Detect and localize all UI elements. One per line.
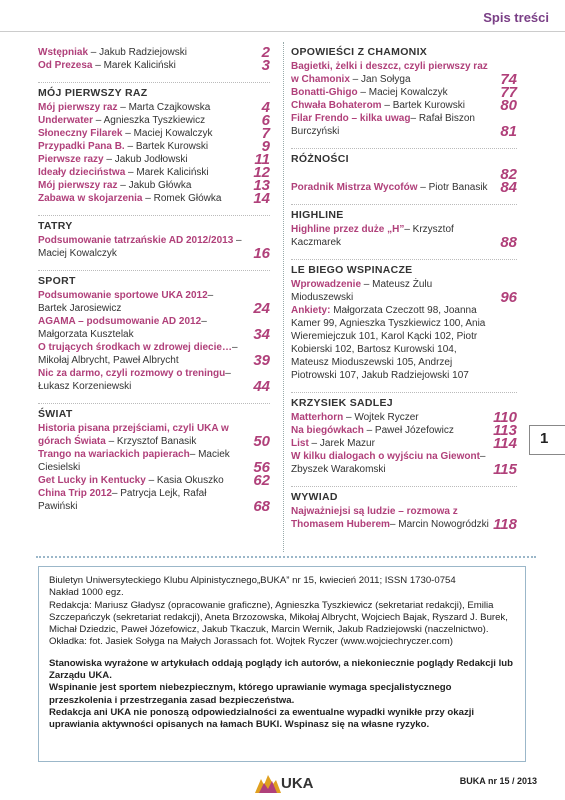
imprint-editors: Redakcja: Mariusz Gładysz (opracowanie graficzne), Agnieszka Tyszkiewicz (sekretariat redakcji), Emilia Szczepańczyk (sekretariat redakcji), Aneta Brzozowska, Mikołaj Albrycht, Wojciech Bajak, Ryszard J. Burek, Michał Dziedzic, Paweł Józefowicz, Jakub Tkaczuk, Marcin Wernik, Jakub Radziejowski (naczelnictwo). xyxy=(49,599,508,636)
entry-author: – Krzysztof Banasik xyxy=(105,436,197,447)
entry-page-number: 81 xyxy=(500,123,517,140)
toc-entry[interactable] xyxy=(38,315,270,341)
entry-author: – Marta Czajkowska xyxy=(117,102,211,113)
entry-title: Wprowadzenie xyxy=(291,279,362,290)
toc-entry[interactable] xyxy=(38,474,270,487)
column-divider xyxy=(283,42,284,552)
entry-page-number: 68 xyxy=(253,498,270,515)
entry-page-number: 16 xyxy=(253,245,270,262)
entry-page-number: 2 xyxy=(261,44,270,61)
entry-author: Małgorzata Czeczott 98, Joanna Kamer 99, Agnieszka Tyszkiewicz 100, Ania Wieremiejczuk 101, Karol Kącki 102, Piotr Kobierski 102, Bartosz Kurowski 104, Mateusz Mioduszewski 105, Andrzej Piotrowski 107, Jakub Radziejowski 107 xyxy=(291,305,486,381)
toc-entry[interactable] xyxy=(291,181,517,194)
section-heading: LE BIEGO WSPINACZE xyxy=(291,259,517,276)
entry-page-number: 77 xyxy=(500,84,517,101)
entry-page-number: 82 xyxy=(500,166,517,183)
entry-author: – Piotr Banasik xyxy=(417,182,488,193)
entry-author: – Romek Główka xyxy=(142,193,222,204)
entry-title: Matterhorn xyxy=(291,412,344,423)
entry-title: Podsumowanie tatrzańskie AD 2012/2013 xyxy=(38,235,234,246)
entry-title: W kilku dialogach o wyjściu na Giewont xyxy=(291,451,480,462)
entry-author: – Małgorzata Kusztelak xyxy=(38,316,207,340)
toc-entry[interactable] xyxy=(38,166,270,179)
toc-section xyxy=(38,270,270,393)
entry-author: – Jan Sołyga xyxy=(349,74,411,85)
toc-entry[interactable] xyxy=(38,179,270,192)
logo-text: UKA xyxy=(281,775,314,792)
section-heading: OPOWIEŚCI Z CHAMONIX xyxy=(291,46,428,58)
entry-page-number: 50 xyxy=(253,433,270,450)
entry-title: Słoneczny Filarek xyxy=(38,128,123,139)
toc-section xyxy=(38,215,270,260)
toc-entry[interactable] xyxy=(38,153,270,166)
entry-page-number: 84 xyxy=(500,179,517,196)
toc-entry[interactable] xyxy=(38,234,270,260)
toc-entry[interactable] xyxy=(291,86,517,99)
entry-page-number: 110 xyxy=(493,409,517,426)
toc-entry[interactable] xyxy=(38,422,270,448)
entry-author: – Maciek Ciesielski xyxy=(38,449,230,473)
entry-author: – Krzysztof Kaczmarek xyxy=(291,224,454,248)
section-heading: KRZYSIEK SADLEJ xyxy=(291,392,517,409)
entry-page-number: 12 xyxy=(253,164,270,181)
entry-author: – Kasia Okuszko xyxy=(145,475,224,486)
uka-logo xyxy=(255,771,314,793)
entry-page-number: 44 xyxy=(253,378,270,395)
entry-author: – Jakub Radziejowski xyxy=(88,47,187,58)
entry-title: Mój pierwszy raz xyxy=(38,102,118,113)
entry-page-number: 118 xyxy=(493,516,517,533)
toc-entry[interactable] xyxy=(291,411,517,424)
entry-title: O trujących środkach w zdrowej diecie… xyxy=(38,342,232,353)
toc-entry[interactable] xyxy=(38,140,270,153)
section-heading: MÓJ PIERWSZY RAZ xyxy=(38,82,270,99)
disclaimer-danger: Wspinanie jest sportem niebezpiecznym, którego uprawianie wymaga specjalistycznego przeszkolenia i przestrzegania zasad bezpieczeństwa. xyxy=(49,682,452,706)
entry-author: – Jakub Jodłowski xyxy=(103,154,188,165)
toc-section xyxy=(291,148,517,194)
entry-author: – Mikołaj Albrycht, Paweł Albrycht xyxy=(38,342,238,366)
imprint-cover: Okładka: fot. Jasiek Sołyga na Małych Jorassach fot. Wojtek Ryczer (www.wojciechryczer.com) xyxy=(49,636,453,648)
entry-title: Najważniejsi są ludzie – rozmowa z Thomasem Huberem xyxy=(291,506,458,530)
entry-page-number: 11 xyxy=(254,151,270,168)
entry-page-number: 24 xyxy=(253,300,270,317)
toc-entry[interactable] xyxy=(38,367,270,393)
entry-page-number: 7 xyxy=(261,125,270,142)
entry-title: Historia pisana przejściami, czyli UKA w górach Świata xyxy=(38,423,229,447)
entry-author: – Maciej Kowalczyk xyxy=(357,87,448,98)
entry-title: Bagietki, żelki i deszcz, czyli pierwszy raz w Chamonix xyxy=(291,61,488,85)
entry-title: Zabawa w skojarzenia xyxy=(38,193,143,204)
entry-title: Highline przez duże „H” xyxy=(291,224,405,235)
entry-author: – Agnieszka Tyszkiewicz xyxy=(93,115,206,126)
toc-entry[interactable] xyxy=(291,167,517,181)
entry-author: – Maciej Kowalczyk xyxy=(122,128,213,139)
toc-entry[interactable] xyxy=(38,448,270,474)
toc-section xyxy=(291,204,517,249)
mountain-logo-icon xyxy=(255,771,281,793)
imprint-box xyxy=(38,566,526,762)
entry-author: – Patrycja Lejk, Rafał Pawiński xyxy=(38,488,207,512)
entry-title: Mój pierwszy raz xyxy=(38,180,118,191)
toc-section xyxy=(38,46,270,72)
entry-page-number: 4 xyxy=(261,99,270,116)
entry-page-number: 80 xyxy=(500,97,517,114)
entry-title: Nic za darmo, czyli rozmowy o treningu xyxy=(38,368,226,379)
toc-entry[interactable] xyxy=(291,99,517,112)
toc-entry[interactable] xyxy=(291,278,517,304)
entry-title: Ankiety: xyxy=(291,305,331,316)
toc-entry[interactable] xyxy=(291,223,517,249)
toc-section xyxy=(38,82,270,205)
section-heading: HIGHLINE xyxy=(291,204,517,221)
entry-author: – Maciej Kowalczyk xyxy=(38,235,242,259)
entry-author: – Paweł Józefowicz xyxy=(363,425,454,436)
entry-title: Filar Frendo – kilka uwag xyxy=(291,113,411,124)
toc-entry[interactable] xyxy=(38,114,270,127)
toc-section xyxy=(291,486,517,531)
entry-title: Przypadki Pana B. xyxy=(38,141,125,152)
entry-page-number: 9 xyxy=(261,138,270,155)
section-heading: SPORT xyxy=(38,270,270,287)
page-footer xyxy=(0,768,565,800)
toc-section xyxy=(291,259,517,382)
page-number-tab xyxy=(529,425,565,455)
toc-entry[interactable] xyxy=(38,487,270,513)
entry-page-number: 34 xyxy=(253,326,270,343)
disclaimer-liability: Redakcja ani UKA nie ponoszą odpowiedzialności za ewentualne wypadki wynikłe przy okazji uprawiania aktywności opisanych na łamach BUKI. Wspinasz się na własne ryzyko. xyxy=(49,706,475,731)
section-heading: TATRY xyxy=(38,215,270,232)
entry-page-number: 56 xyxy=(253,459,270,476)
toc-entry[interactable] xyxy=(291,424,517,437)
entry-page-number: 62 xyxy=(253,472,270,489)
toc-entry[interactable] xyxy=(38,289,270,315)
toc-entry[interactable] xyxy=(291,304,517,382)
entry-page-number: 14 xyxy=(253,190,270,207)
entry-title: Pierwsze razy xyxy=(38,154,104,165)
entry-page-number: 74 xyxy=(500,71,517,88)
imprint-line: Biuletyn Uniwersyteckiego Klubu Alpinistycznego„BUKA” nr 15, kwiecień 2011; ISSN 1730-0754 xyxy=(49,575,456,586)
entry-author: – Marek Kaliciński xyxy=(125,167,209,178)
disclaimer-opinions: Stanowiska wyrażone w artykułach oddają poglądy ich autorów, a niekoniecznie poglądy Redakcji lub Zarządu UKA. xyxy=(49,657,513,682)
page-header xyxy=(0,0,565,32)
entry-page-number: 96 xyxy=(500,289,517,306)
toc-entry[interactable] xyxy=(38,127,270,140)
entry-page-number: 13 xyxy=(253,177,270,194)
toc-entry[interactable] xyxy=(38,192,270,205)
entry-page-number: 113 xyxy=(493,422,517,439)
toc-entry[interactable] xyxy=(38,59,270,72)
entry-title: Na biegówkach xyxy=(291,425,364,436)
entry-author: – Wojtek Ryczer xyxy=(343,412,419,423)
imprint-circulation: Nakład 1000 egz. xyxy=(49,587,124,599)
entry-title: Underwater xyxy=(38,115,94,126)
entry-title: Ideały dzieciństwa xyxy=(38,167,126,178)
entry-author: – Bartek Jarosiewicz xyxy=(38,290,214,314)
section-heading: RÓŻNOŚCI xyxy=(291,148,517,165)
entry-title: Podsumowanie sportowe UKA 2012 xyxy=(38,290,208,301)
section-heading: ŚWIAT xyxy=(38,403,270,420)
toc-entry[interactable] xyxy=(38,341,270,367)
entry-page-number: 3 xyxy=(261,57,270,74)
entry-title: AGAMA – podsumowanie AD 2012 xyxy=(38,316,202,327)
entry-author: – Jarek Mazur xyxy=(308,438,375,449)
toc-section xyxy=(38,403,270,513)
page-number: 1 xyxy=(540,430,549,447)
toc-left-column xyxy=(38,46,270,523)
toc-section xyxy=(291,392,517,476)
entry-author: – Marcin Nowogródzki xyxy=(389,519,489,530)
entry-author: – Marek Kaliciński xyxy=(92,60,176,71)
toc-section xyxy=(291,46,517,138)
entry-title: Trango na wariackich papierach xyxy=(38,449,190,460)
entry-author: – Rafał Biszon Burczyński xyxy=(291,113,475,137)
toc-entry[interactable] xyxy=(291,437,517,450)
issue-number: BUKA nr 15 / 2013 xyxy=(459,776,537,786)
toc-right-column xyxy=(291,46,517,541)
entry-title: Get Lucky in Kentucky xyxy=(38,475,146,486)
header-divider xyxy=(0,31,565,32)
toc-entry[interactable] xyxy=(291,505,517,531)
entry-author: – Mateusz Żulu Mioduszewski xyxy=(291,279,433,303)
entry-title: Chwała Bohaterom xyxy=(291,100,382,111)
dotted-divider xyxy=(36,556,536,558)
entry-author: – Bartek Kurowski xyxy=(381,100,465,111)
toc-entry[interactable] xyxy=(38,101,270,114)
toc-entry[interactable] xyxy=(291,450,517,476)
entry-title: Wstępniak xyxy=(38,47,89,58)
entry-author: – Bartek Kurowski xyxy=(124,141,209,152)
section-heading: WYWIAD xyxy=(291,486,517,503)
entry-page-number: 6 xyxy=(261,112,270,129)
entry-page-number: 39 xyxy=(253,352,270,369)
entry-page-number: 115 xyxy=(493,461,517,478)
toc-entry[interactable] xyxy=(291,112,517,138)
entry-page-number: 114 xyxy=(493,435,517,452)
entry-page-number: 88 xyxy=(500,234,517,251)
entry-title: Bonatti-Ghigo xyxy=(291,87,358,98)
toc-entry[interactable] xyxy=(291,60,517,86)
entry-author: – Zbyszek Warakomski xyxy=(291,451,486,475)
page-title: Spis treści xyxy=(483,10,549,25)
entry-title: Od Prezesa xyxy=(38,60,93,71)
entry-author: – Łukasz Korzeniewski xyxy=(38,368,231,392)
entry-title: Poradnik Mistrza Wycofów xyxy=(291,182,418,193)
entry-title: China Trip 2012 xyxy=(38,488,112,499)
entry-title: List xyxy=(291,438,309,449)
entry-author: – Jakub Główka xyxy=(117,180,192,191)
toc-entry[interactable] xyxy=(38,46,270,59)
